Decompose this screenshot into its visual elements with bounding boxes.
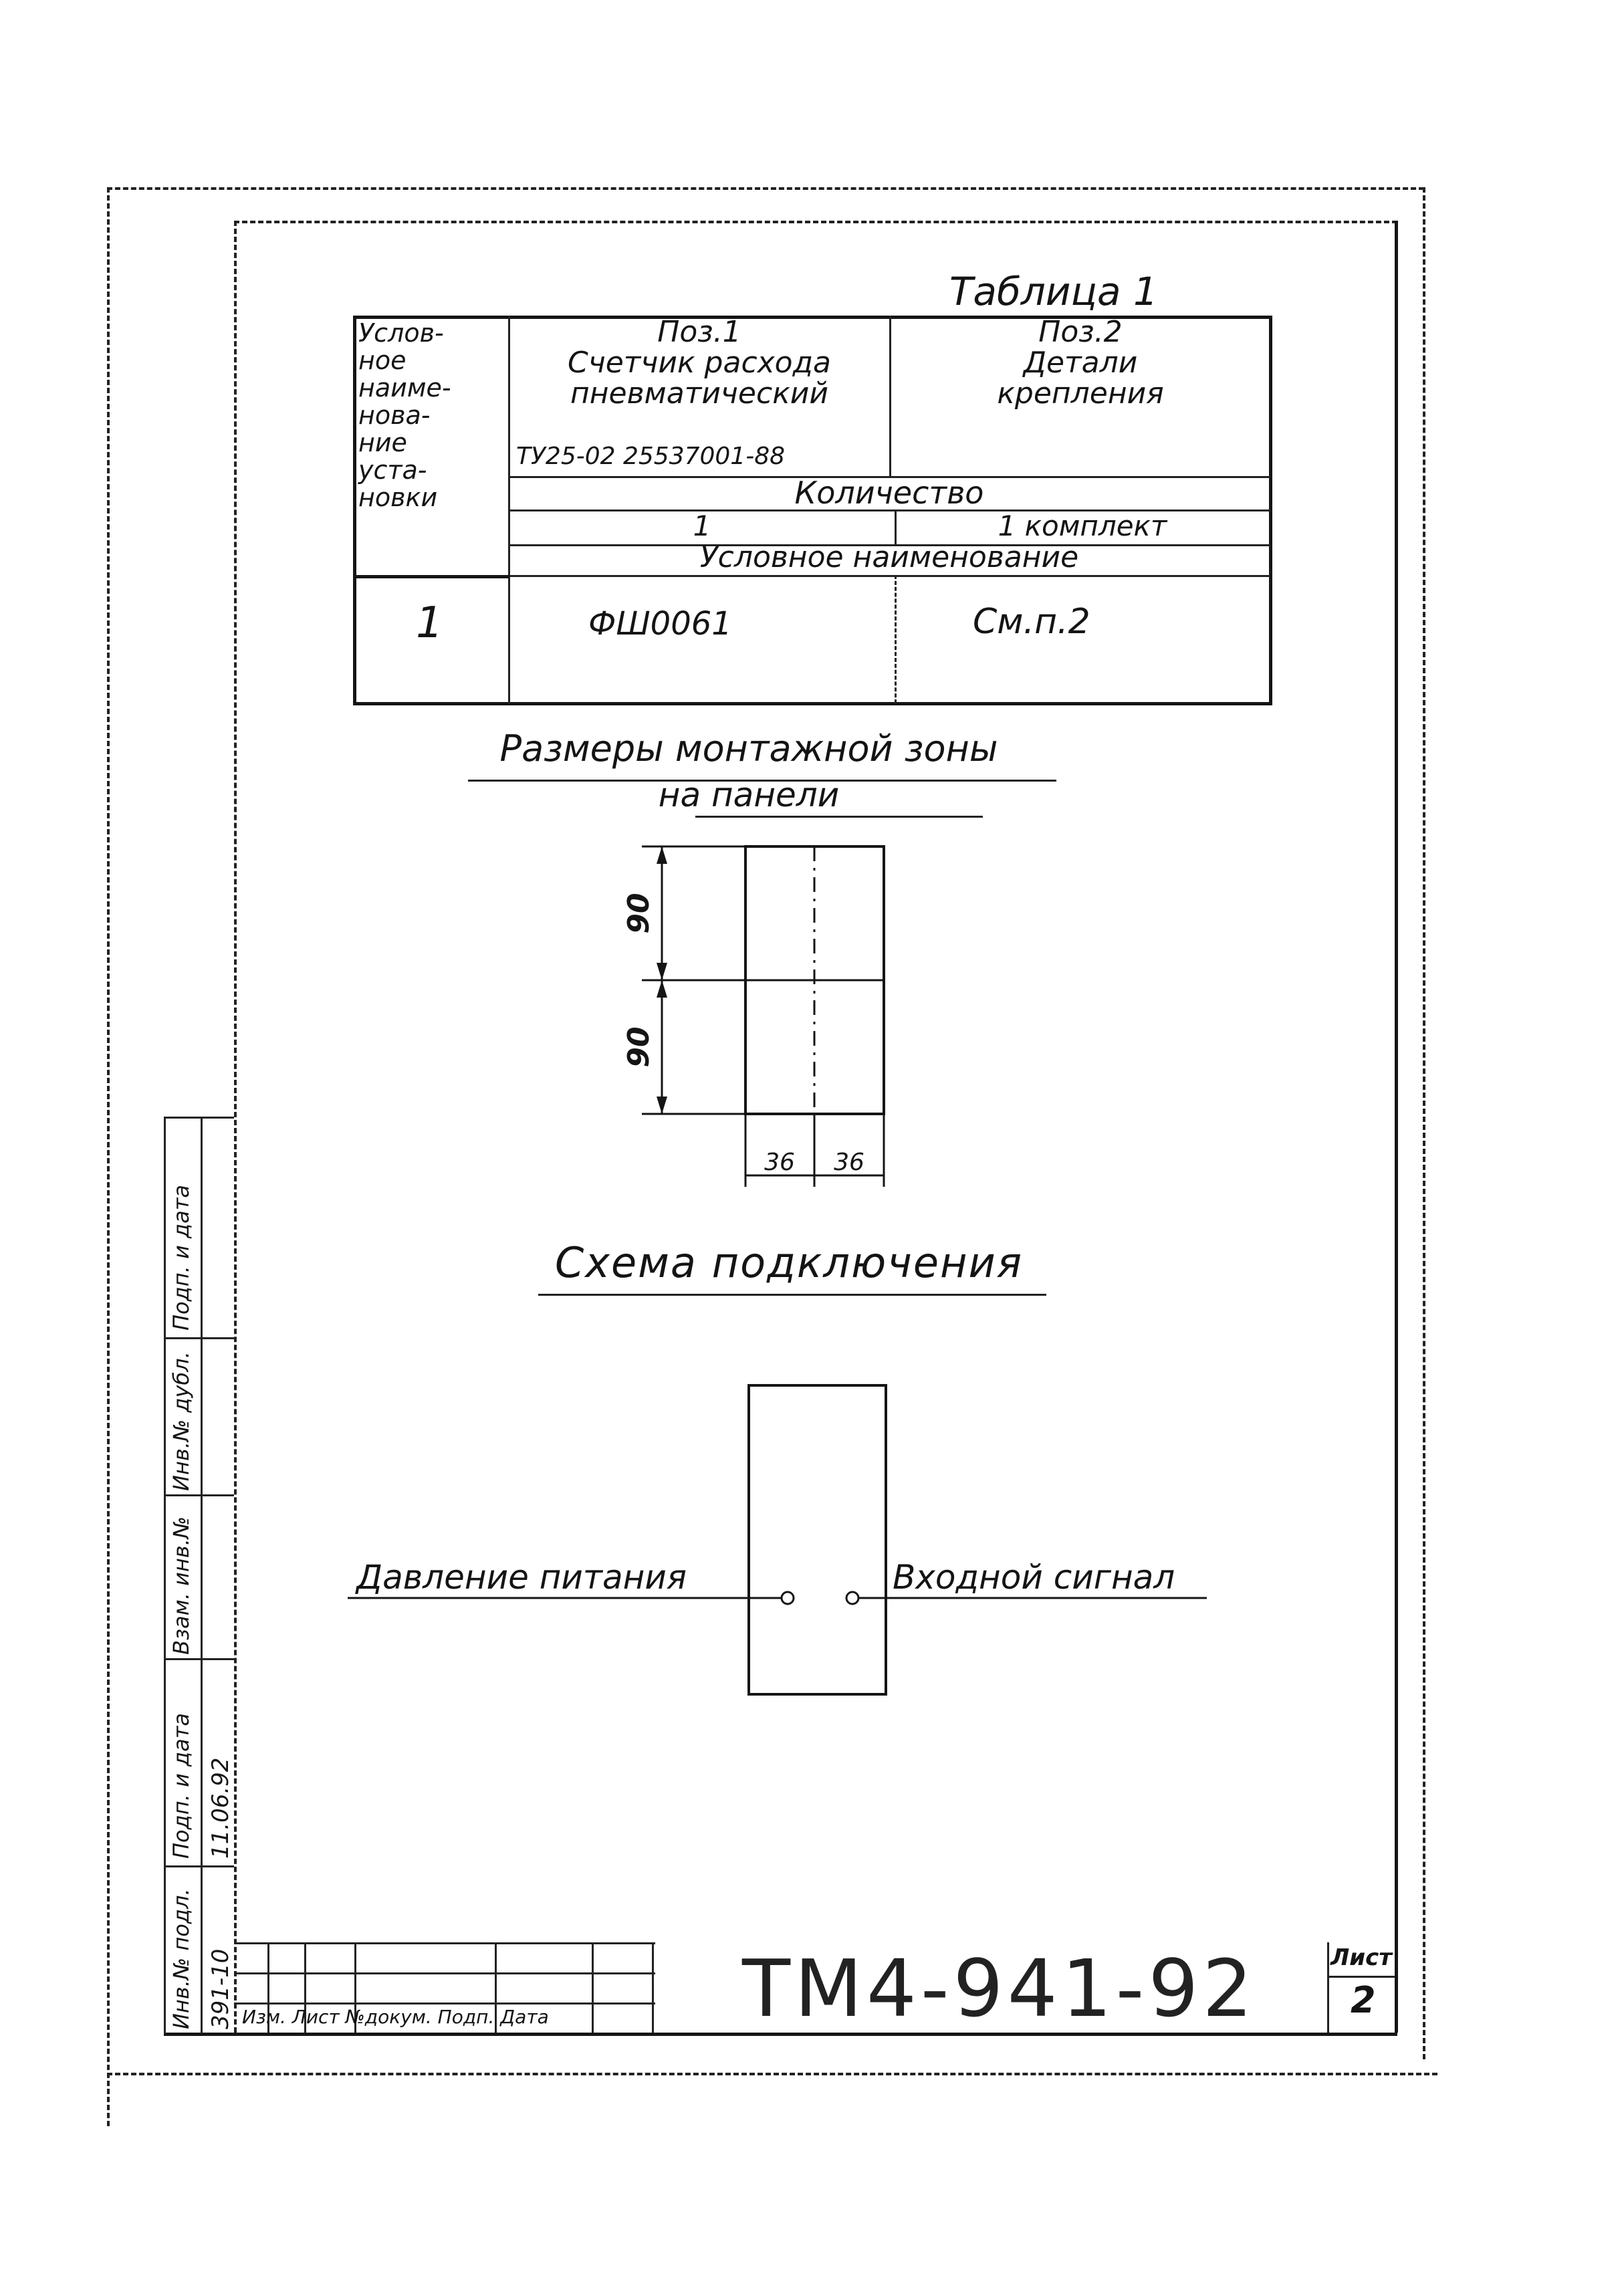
- tb-col-labels: Изм. Лист №докум. Подп. Дата: [242, 2006, 549, 2028]
- outer-frame-top: [107, 187, 1424, 190]
- dim-arrow-top: [657, 846, 667, 864]
- sign-date: 11.06.92: [207, 1757, 234, 1859]
- table-row-line-4-left: [353, 575, 509, 578]
- mounting-title-line2: на панели: [658, 776, 840, 814]
- mounting-title-underline2: [695, 816, 983, 818]
- col1-header-line: Услов-: [358, 318, 444, 348]
- connection-title-underline: [538, 1294, 1046, 1296]
- side-stamp-line-3: [164, 1658, 234, 1660]
- side-stamp-left: [164, 1117, 166, 2034]
- side-stamp-top: [164, 1117, 234, 1119]
- col1-header-line: нова-: [358, 400, 431, 430]
- sheet-label: Лист: [1330, 1944, 1392, 1971]
- side-label-inv-dup: Инв.№ дубл.: [168, 1351, 194, 1491]
- col1-header-line: новки: [358, 483, 438, 512]
- outer-frame-left: [107, 187, 110, 2126]
- outer-frame-bottom: [107, 2073, 1437, 2075]
- pos2-name-line2: крепления: [997, 376, 1164, 411]
- pos1-title: Поз.1: [657, 315, 741, 349]
- cond-name-label: Условное наименование: [699, 540, 1079, 574]
- row-pos2-value: См.п.2: [973, 602, 1090, 642]
- device-outline: [749, 1385, 886, 1694]
- row-number: 1: [416, 598, 443, 648]
- side-stamp-line-2: [164, 1494, 234, 1496]
- dim-arrow-mid-down: [657, 980, 667, 998]
- col1-header-line: ное: [358, 346, 407, 375]
- tb-col-5: [592, 1942, 594, 2033]
- dim-right: 36: [834, 1149, 864, 1176]
- pos1-name-line1: Счетчик расхода: [567, 346, 831, 380]
- sheet-box-left: [1327, 1942, 1329, 2033]
- dim-arrow-bottom: [657, 1097, 667, 1114]
- pos1-name-line2: пневматический: [570, 376, 828, 411]
- col1-header-line: наиме-: [358, 373, 451, 403]
- sheet-box-divider: [1327, 1976, 1395, 1978]
- table-border-left: [353, 316, 356, 703]
- mounting-title-line1: Размеры монтажной зоны: [499, 727, 998, 770]
- pos2-header: [892, 317, 1269, 409]
- inv-number: 391-10: [207, 1948, 234, 2029]
- inner-frame-right: [1395, 221, 1398, 2033]
- side-label-sign-date-1: Подп. и дата: [168, 1713, 194, 1859]
- pos2-title: Поз.2: [1038, 315, 1123, 349]
- inner-frame-top: [234, 221, 1397, 223]
- qty-pos2: 1 комплект: [998, 509, 1167, 542]
- doc-code: ТМ4-941-92: [742, 1942, 1257, 2035]
- dim-arrow-mid-up: [657, 963, 667, 980]
- quantity-label: Количество: [794, 475, 984, 511]
- side-stamp-line-4: [164, 1865, 234, 1867]
- signal-label: Входной сигнал: [893, 1558, 1175, 1597]
- mounting-zone-drawing: [602, 829, 909, 1204]
- pos1-header: [509, 317, 889, 409]
- dim-upper: 90: [622, 893, 656, 934]
- signal-port: [846, 1592, 858, 1604]
- connection-diagram: [348, 1377, 1217, 1698]
- table-border-bottom: [353, 702, 1272, 705]
- table-row-line-4: [508, 575, 1270, 577]
- dim-lower: 90: [622, 1026, 656, 1068]
- side-stamp-line-1: [164, 1337, 234, 1339]
- qty-pos1: 1: [693, 509, 711, 542]
- connection-title: Схема подключения: [555, 1238, 1024, 1287]
- pos1-spec: ТУ25-02 25537001-88: [516, 443, 786, 470]
- side-label-replace-inv: Взам. инв.№: [168, 1516, 194, 1655]
- tb-col-6: [652, 1942, 654, 2033]
- col1-header-line: уста-: [358, 455, 427, 485]
- outer-frame-right: [1423, 187, 1425, 2059]
- supply-port: [782, 1592, 794, 1604]
- col1-header: [358, 320, 451, 511]
- table-col-line-2a: [889, 316, 891, 476]
- inner-frame-left: [234, 221, 237, 2033]
- row-pos1-value: ФШ0061: [588, 605, 732, 643]
- pos2-name-line1: Детали: [1023, 346, 1138, 380]
- side-label-inv-orig: Инв.№ подл.: [168, 1888, 194, 2029]
- table-col-line-2c: [895, 575, 897, 703]
- side-stamp-divider: [201, 1117, 203, 2034]
- col1-header-line: ние: [358, 428, 407, 457]
- supply-label: Давление питания: [356, 1558, 687, 1597]
- dim-left: 36: [764, 1149, 795, 1176]
- table-caption: Таблица 1: [949, 269, 1158, 314]
- sheet-number: 2: [1351, 1979, 1376, 2021]
- side-label-sign-date-2: Подп. и дата: [168, 1185, 194, 1331]
